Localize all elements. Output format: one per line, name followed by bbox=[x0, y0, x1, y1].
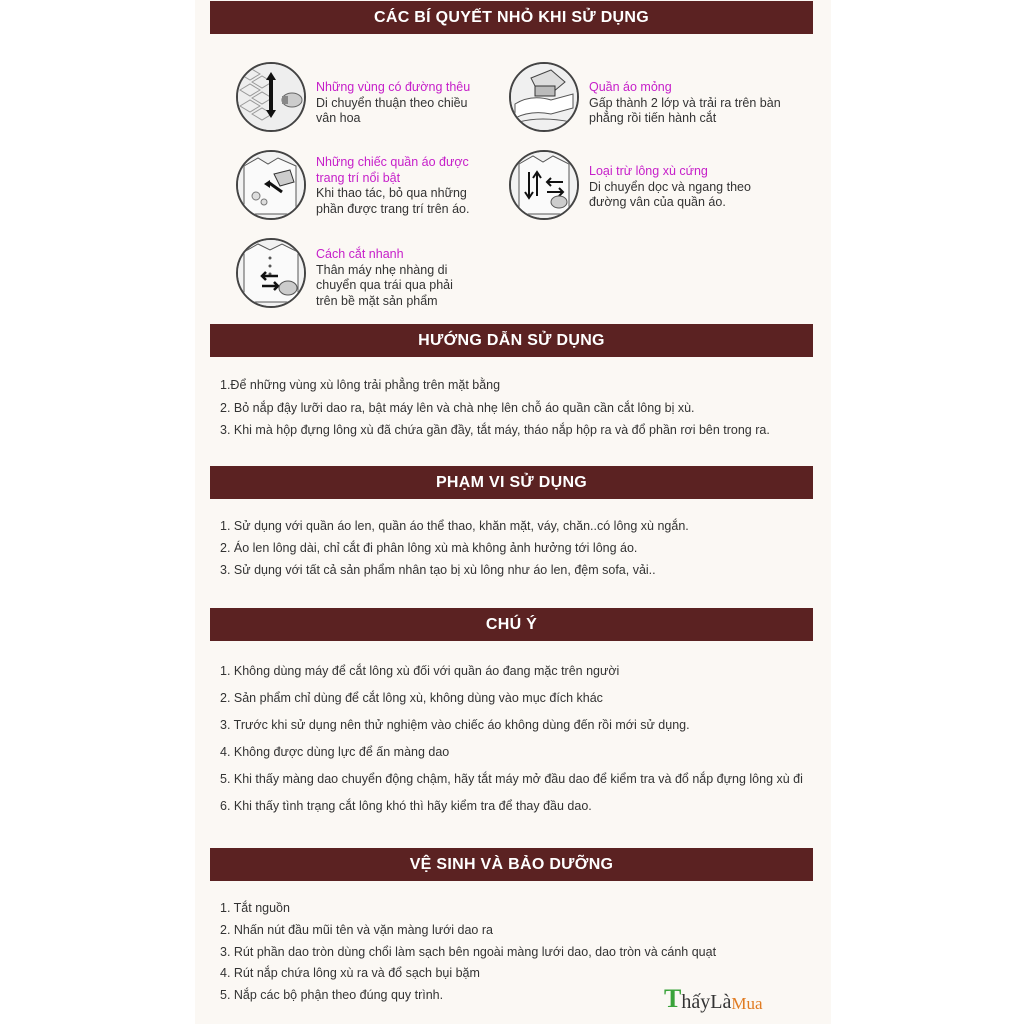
list-item: 5. Nắp các bộ phận theo đúng quy trình. bbox=[220, 988, 444, 1002]
tip-desc-line: Di chuyển dọc và ngang theo bbox=[589, 179, 751, 194]
quick-cut-icon bbox=[236, 238, 306, 308]
embroidery-icon bbox=[236, 62, 306, 132]
list-item: 2. Áo len lông dài, chỉ cắt đi phân lông xù mà không ảnh hưởng tới lông áo. bbox=[220, 541, 638, 555]
tip-title: Những chiếc quần áo được bbox=[316, 155, 469, 169]
list-item: 2. Sản phẩm chỉ dùng để cắt lông xù, không dùng vào mục đích khác bbox=[220, 691, 603, 705]
tip-thin-clothes bbox=[509, 62, 781, 132]
list-item: 3. Trước khi sử dụng nên thử nghiệm vào chiếc áo không dùng đến rồi mới sử dụng. bbox=[220, 718, 690, 732]
note-header: CHÚ Ý bbox=[210, 608, 813, 641]
tip-title: Những vùng có đường thêu bbox=[316, 80, 471, 94]
truck-logo-icon: T bbox=[664, 984, 682, 1013]
clean-header: VỆ SINH VÀ BẢO DƯỠNG bbox=[210, 848, 813, 881]
tip-title: Cách cắt nhanh bbox=[316, 247, 404, 261]
tip-desc-line: trên bề mặt sản phẩm bbox=[316, 293, 438, 308]
list-item: 2. Bỏ nắp đậy lưỡi dao ra, bật máy lên và chà nhẹ lên chỗ áo quần cần cắt lông bị xù. bbox=[220, 401, 695, 415]
list-item: 1. Tắt nguồn bbox=[220, 901, 290, 915]
tip-desc-line: Thân máy nhẹ nhàng di bbox=[316, 262, 448, 277]
tip-stiff-lint bbox=[509, 150, 751, 220]
tip-title-line2: trang trí nổi bật bbox=[316, 170, 401, 185]
stiff-lint-icon bbox=[509, 150, 579, 220]
tip-desc-line: Gấp thành 2 lớp và trải ra trên bàn bbox=[589, 95, 781, 110]
list-item: 1.Để những vùng xù lông trải phẳng trên mặt bằng bbox=[220, 378, 501, 392]
logo-text-mua: Mua bbox=[731, 994, 763, 1013]
guide-header: HƯỚNG DẪN SỬ DỤNG bbox=[210, 324, 813, 357]
list-item: 2. Nhấn nút đầu mũi tên và vặn màng lưới dao ra bbox=[220, 923, 493, 937]
tip-desc-line: phần được trang trí trên áo. bbox=[316, 201, 470, 216]
tip-desc-line: đường vân của quần áo. bbox=[589, 195, 726, 209]
logo-text-hay: hấy bbox=[681, 991, 711, 1013]
tip-desc-line: phẳng rồi tiến hành cắt bbox=[589, 111, 717, 125]
tip-title: Quần áo mỏng bbox=[589, 80, 672, 94]
thin-clothes-icon bbox=[509, 62, 579, 132]
tip-desc-line: chuyển qua trái qua phải bbox=[316, 278, 453, 292]
list-item: 3. Rút phần dao tròn dùng chổi làm sạch bên ngoài màng lưới dao, dao tròn và cánh quạt bbox=[220, 945, 717, 959]
list-item: 3. Sử dụng với tất cả sản phẩm nhân tạo bị xù lông như áo len, đệm sofa, vải.. bbox=[220, 563, 656, 577]
tip-embroidery bbox=[236, 62, 470, 132]
tip-quick-cut bbox=[236, 238, 453, 309]
tip-desc-line: Khi thao tác, bỏ qua những bbox=[316, 186, 467, 200]
list-item: 1. Sử dụng với quần áo len, quần áo thể thao, khăn mặt, váy, chăn..có lông xù ngắn. bbox=[220, 519, 689, 533]
decorated-shirt-icon bbox=[236, 150, 306, 220]
list-item: 5. Khi thấy màng dao chuyển động chậm, hãy tắt máy mở đầu dao để kiểm tra và đổ nắp đựng lông xù đi bbox=[220, 772, 803, 786]
list-item: 4. Không được dùng lực để ấn màng dao bbox=[220, 745, 450, 759]
list-item: 3. Khi mà hộp đựng lông xù đã chứa gần đầy, tắt máy, tháo nắp hộp ra và đổ phần rơi bên trong ra. bbox=[220, 423, 770, 437]
list-item: 1. Không dùng máy để cắt lông xù đối với quần áo đang mặc trên người bbox=[220, 664, 620, 678]
list-item: 6. Khi thấy tình trạng cắt lông khó thì hãy kiểm tra để thay đầu dao. bbox=[220, 799, 592, 813]
tip-desc-line: vân hoa bbox=[316, 111, 361, 125]
tip-desc-line: Di chuyển thuận theo chiều bbox=[316, 95, 468, 110]
brand-logo bbox=[664, 984, 763, 1014]
logo-text-la: Là bbox=[710, 991, 732, 1013]
tip-decorated-clothes bbox=[236, 150, 469, 220]
tip-title: Loại trừ lông xù cứng bbox=[589, 164, 708, 178]
list-item: 4. Rút nắp chứa lông xù ra và đổ sạch bụi bặm bbox=[220, 966, 480, 980]
tips-header: CÁC BÍ QUYẾT NHỎ KHI SỬ DỤNG bbox=[210, 1, 813, 34]
scope-header: PHẠM VI SỬ DỤNG bbox=[210, 466, 813, 499]
